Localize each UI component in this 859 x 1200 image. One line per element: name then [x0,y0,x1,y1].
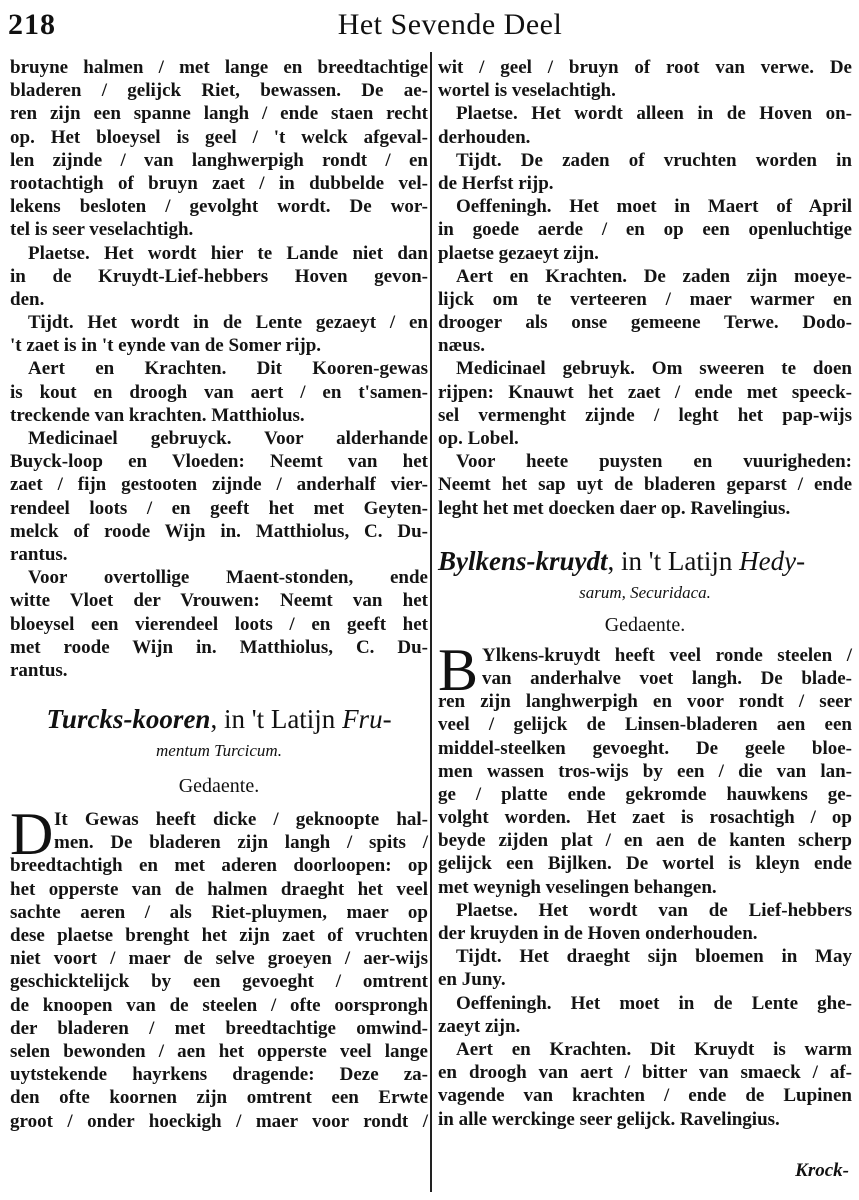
section-title-connector: , in 't Latijn [210,704,343,735]
text-line: in alle werckinge seer gelijck. Ravelingius. [438,1108,780,1130]
text-line: Neemt het sap uyt de bladeren geparst / ende [438,474,852,496]
text-line: den. [10,288,45,310]
text-line: beyde zijden plat / en aen de kanten scherp [438,830,852,852]
text-line: der bladeren / met breedtachtige omwind- [10,1017,428,1039]
right-column [438,56,852,1131]
text-line: len zijnde / van langhwerpigh rondt / en [10,149,428,171]
text-line: Buyck-loop en Vloeden: Neemt van het [10,451,428,473]
text-line: en Juny. [438,969,506,991]
section-label-gedaente: Gedaente. [178,775,260,798]
right-column-text [438,56,852,520]
text-line: lijck om te verteeren / maer warmer en [438,288,852,310]
text-line: men. De bladeren zijn langh / spits / [54,832,428,854]
text-line: het opperste van de halmen draeght het veel [10,878,428,900]
text-line: witte Vloet der Vrouwen: Neemt van het [10,590,428,612]
text-line: op. Lobel. [438,428,519,449]
text-line: op. Het bloeysel is geel / 't welck afgeval- [10,126,428,148]
column-divider [430,52,432,1192]
left-column [10,56,428,1133]
text-line: in goede aerde / en op een openluchtige [438,219,852,241]
text-line: Voor heete puysten en vuurigheden: [456,451,852,473]
text-line: Oeffeningh. Het moet in Maert of April [456,196,852,218]
text-line: zaet / fijn gestooten zijnde / anderhalf vier- [10,474,428,496]
text-line: rijpen: Knauwt het zaet / ende met speeck- [438,381,852,403]
text-line: Plaetse. Het wordt hier te Lande niet dan [28,242,428,264]
text-line: veel / gelijck de Linsen-bladeren aen een [438,714,852,736]
text-line: drooger als onse gemeene Terwe. Dodo- [438,312,852,334]
section-label-gedaente: Gedaente. [604,613,686,636]
text-line: men wassen tros-wijs by een / die van lan- [438,760,852,782]
text-line: Aert en Krachten. De zaden zijn moeye- [456,265,852,287]
text-line: Tijdt. De zaden of vruchten worden in [456,149,852,171]
text-line: selen bewonden / aen het opperste veel lange [10,1040,428,1062]
text-line: Medicinael gebruyk. Om sweeren te doen [456,358,852,380]
text-line: plaetse gezaeyt zijn. [438,242,599,264]
text-line: leght het met doecken daer op. Ravelingius. [438,497,791,519]
section-title-turcks-kooren [10,700,428,738]
text-line: niet voort / maer de selve groeyen / aer-wijs [10,948,428,970]
drop-cap: D [10,801,54,868]
text-line: rantus. [10,659,68,681]
text-line: rendeel loots / en geeft het met Geyten- [10,497,428,519]
text-line: Medicinael gebruyck. Voor alderhande [28,428,428,449]
text-line: derhouden. [438,126,531,148]
text-line: met roode Wijn in. Matthiolus, C. Du- [10,636,428,658]
text-line: Tijdt. Het draeght sijn bloemen in May [456,946,852,968]
text-line: ren zijn langhwerpigh en voor rondt / seer [438,691,852,713]
text-line: wortel is veselachtigh. [438,80,616,102]
text-line: is kout en droogh van aert / en t'samen- [10,381,428,403]
text-line: dese plaetse brenght het zijn zaet of vruchten [10,925,428,946]
text-line: Voor overtollige Maent-stonden, ende [28,567,428,589]
text-line: geschicktelijck by een gevoeght / omtrent [10,971,428,993]
text-line: groot / onder hoeckigh / maer voor rondt / [10,1110,428,1132]
text-line: næus. [438,335,485,357]
text-line: Plaetse. Het wordt van de Lief-hebbers [456,899,852,921]
text-line: de Herfst rijp. [438,172,554,194]
text-line: It Gewas heeft dicke / geknoopte hal- [54,809,428,831]
text-line: melck of roode Wijn in. Matthiolus, C. Du- [10,520,428,542]
section-title-name: Bylkens-kruydt [438,545,608,576]
text-line: met weynigh veselingen behangen. [438,876,717,898]
section-subtitle: sarum, Securidaca. [579,582,711,602]
text-line: sel vermenght zijnde / leght het pap-wijs [438,404,852,426]
text-line: der kruyden in de Hoven onderhouden. [438,923,758,944]
text-line: lekens besloten / gevolght wordt. De wor- [10,196,428,218]
text-line: uytstekende hayrkens dragende: Deze za- [10,1064,428,1086]
left-column-text [10,56,428,682]
text-line: vagende van krachten / ende de Lupinen [438,1085,852,1107]
section-title-connector: , in 't Latijn [607,545,740,576]
text-line: gelijck een Bijlken. De wortel is kleyn ende [438,853,852,875]
text-line: rootachtigh of bruyn zaet / in dubbelde vel- [10,172,428,194]
text-line: sachte aeren / als Riet-pluymen, maer op [10,901,428,923]
running-head: Het Sevende Deel [337,8,563,41]
text-line: middel-steelken gevoeght. De geele bloe- [438,737,852,759]
section-title-name: Turcks-kooren [46,704,211,735]
section-title-latin: Hedy- [739,545,806,576]
text-line: den ofte koornen zijn omtrent een Erwte [10,1087,428,1109]
text-line: van anderhalve voet langh. De blade- [482,667,852,689]
text-line: Plaetse. Het wordt alleen in de Hoven on- [456,103,852,125]
text-line: Aert en Krachten. Dit Kruydt is warm [456,1038,852,1060]
text-line: en droogh van aert / bitter van smaeck / af- [438,1062,852,1084]
section-body [438,636,852,1131]
text-line: 't zaet is in 't eynde van de Somer rijp. [10,335,322,357]
drop-cap: B [438,636,479,703]
text-line: de knoopen van de steelen / ofte oorsprongh [10,994,428,1016]
text-line: breedtachtigh en met aderen doorloopen: op [10,855,428,877]
text-line: ren zijn een spanne langh / ende staen recht [10,103,428,125]
section-title-latin: Fru- [342,704,392,735]
section-title-bylkens-kruydt [438,542,852,580]
text-line: Tijdt. Het wordt in de Lente gezaeyt / en [28,312,428,334]
text-line: bruyne halmen / met lange en breedtachtige [10,57,428,78]
text-line: volght worden. Het zaet is rosachtigh / op [438,807,852,829]
text-line: rantus. [10,543,68,565]
text-line: Ylkens-kruydt heeft veel ronde steelen / [482,644,852,666]
text-line: in de Kruydt-Lief-hebbers Hoven gevon- [10,265,428,287]
text-line: bloeysel een vierendeel loots / en geeft het [10,613,428,635]
text-line: bladeren / gelijck Riet, bewassen. De ae- [10,80,428,102]
text-line: Aert en Krachten. Dit Kooren-gewas [28,358,428,380]
text-line: ge / platte ende gekromde hauwkens ge- [438,783,852,805]
text-line: tel is seer veselachtigh. [10,219,194,241]
section-subtitle: mentum Turcicum. [156,741,282,761]
text-line: treckende van krachten. Matthiolus. [10,404,305,426]
catchword: Krock- [795,1160,849,1181]
page-number: 218 [8,8,56,41]
text-line: wit / geel / bruyn of root van verwe. De [438,57,852,78]
text-line: Oeffeningh. Het moet in de Lente ghe- [456,992,852,1014]
text-line: zaeyt zijn. [438,1015,521,1037]
section-body [10,801,428,1133]
